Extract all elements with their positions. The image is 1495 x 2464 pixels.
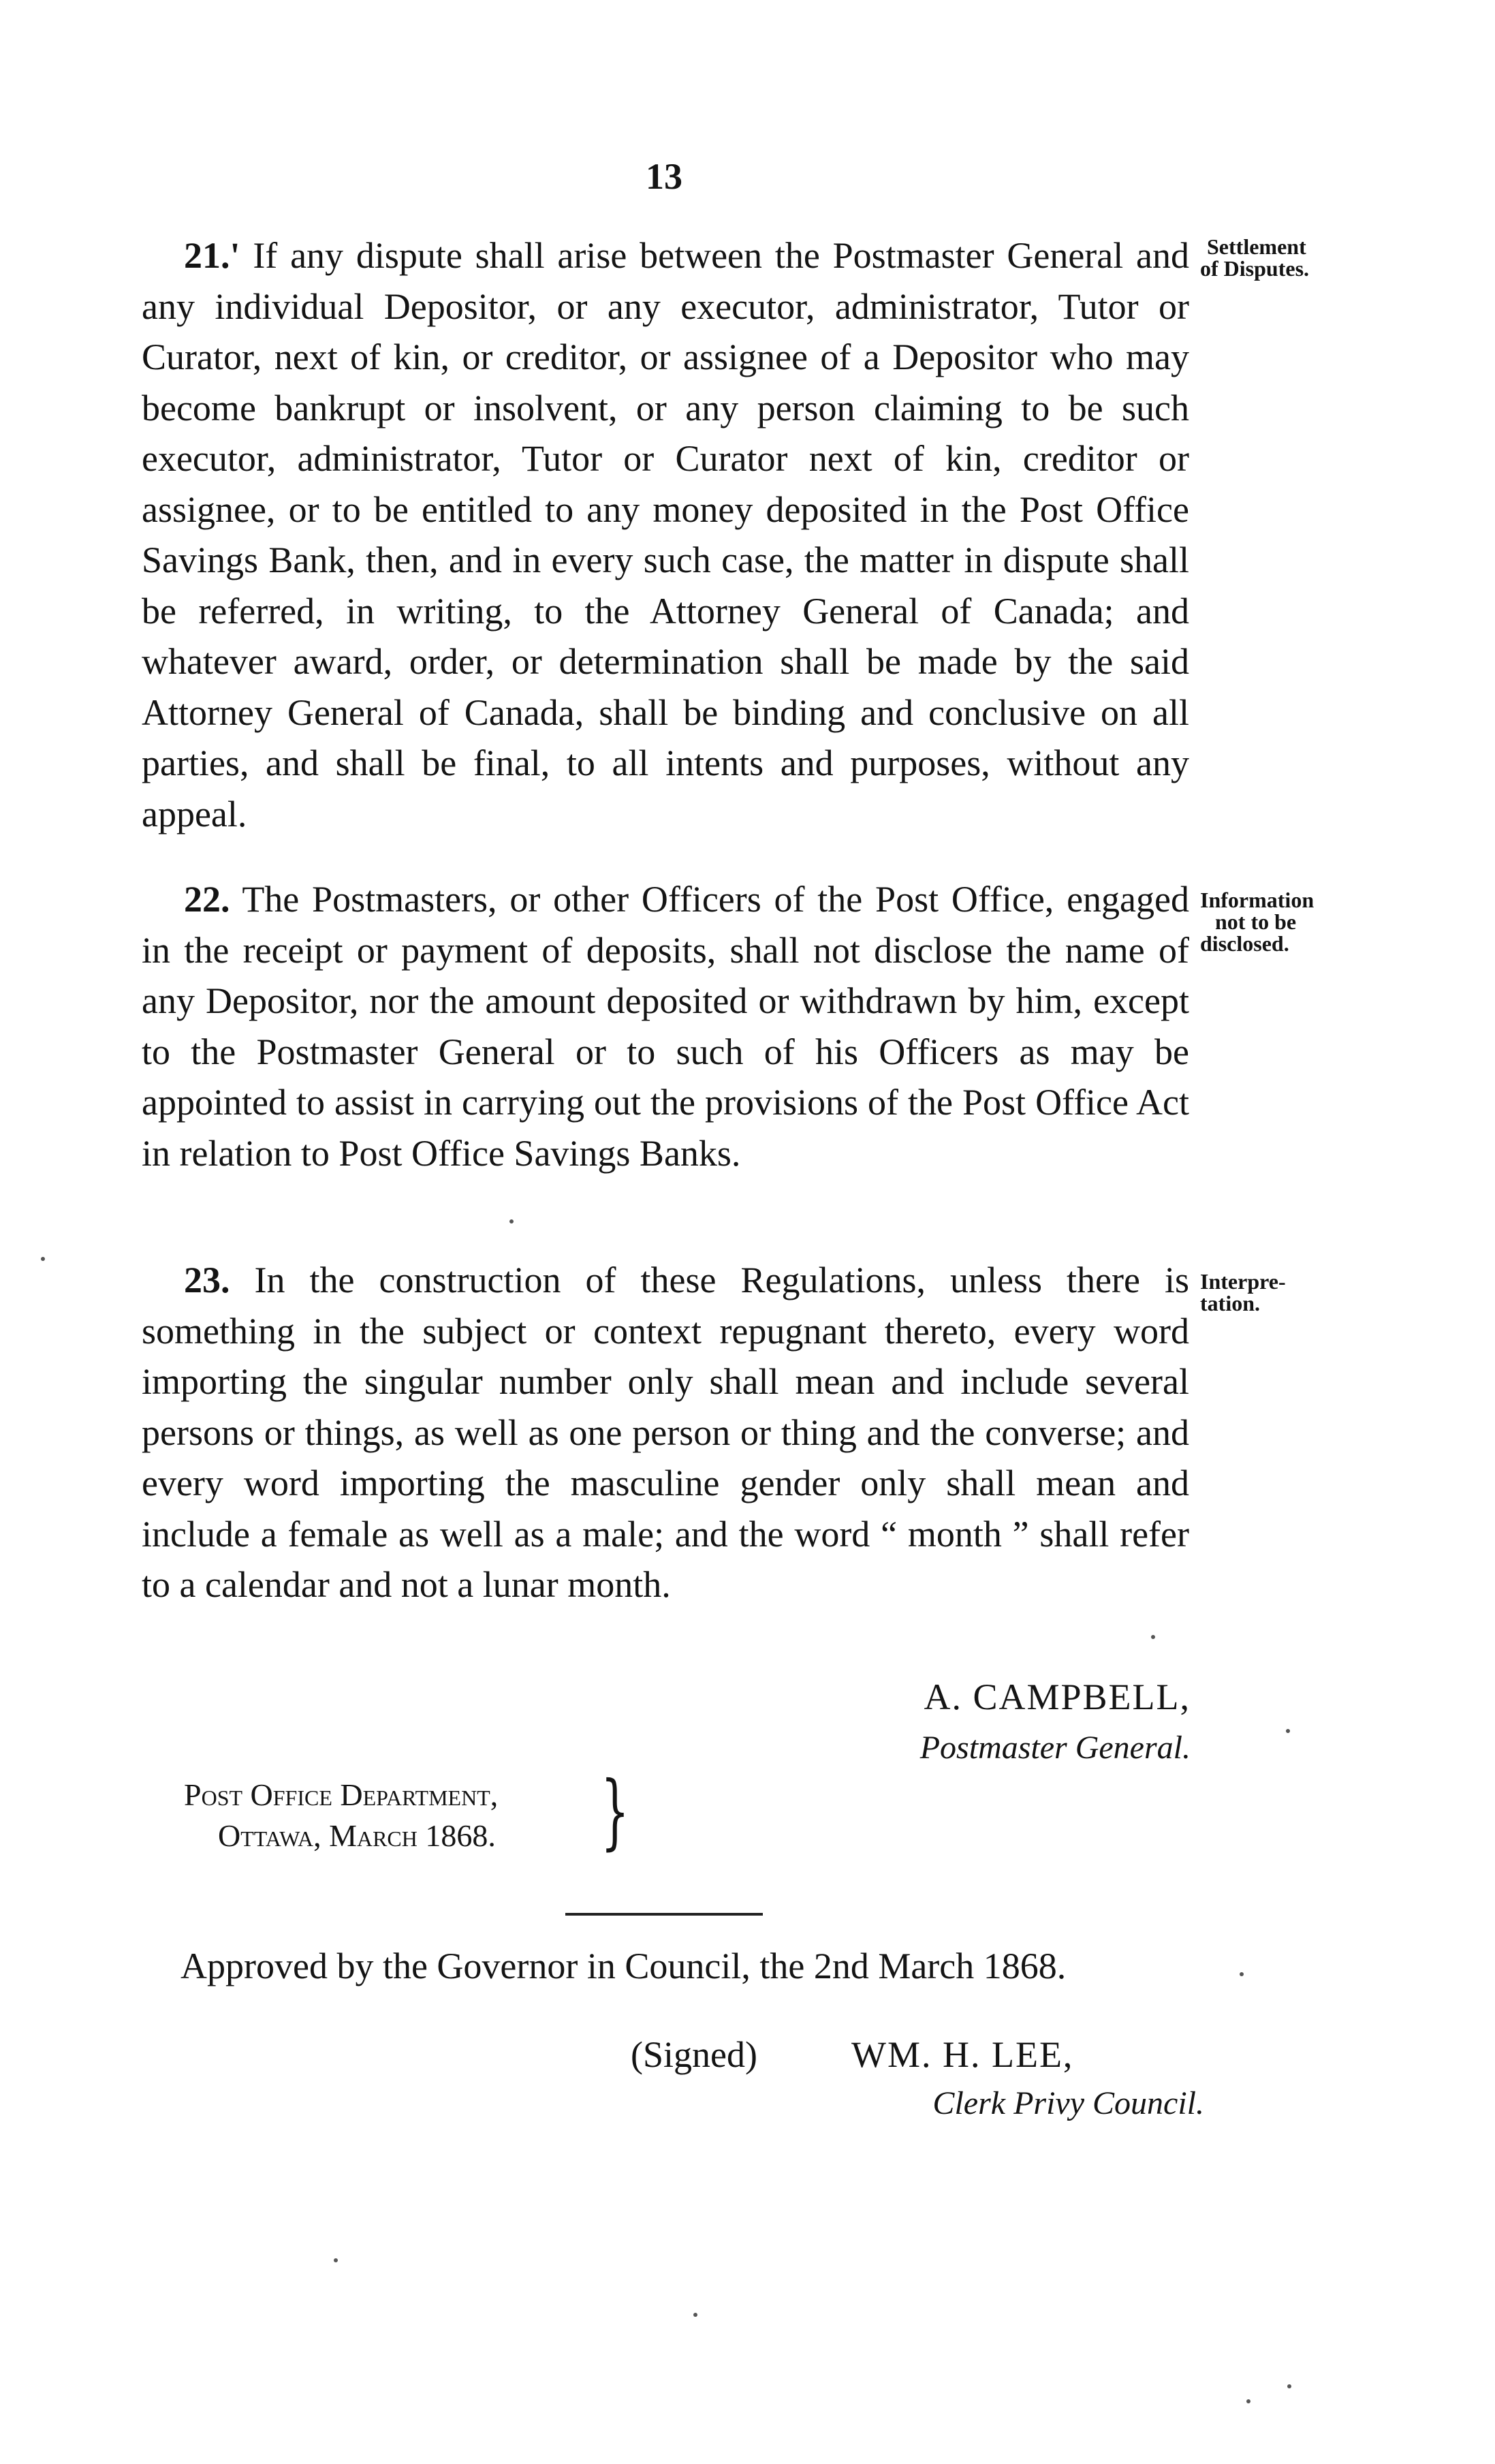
margin-note-line: not to be — [1215, 909, 1297, 934]
divider-rule — [565, 1913, 763, 1916]
clerk-title: Clerk Privy Council. — [932, 2085, 1204, 2121]
signed-label: (Signed) — [631, 2034, 757, 2075]
section-21-number: 21.' — [184, 235, 240, 276]
section-22-text: The Postmasters, or other Officers of the Post Office, engaged in the receipt or payment of deposits, shall not disclose the name of any Depositor, nor the amount deposited or withdrawn by him, except to the Postmaster General or to such of his Officers as may be appointed to assist in carrying out the provisions of the Post Office Act in relation to Post Office Savings Banks. — [142, 879, 1189, 1174]
scan-speck — [1151, 1635, 1155, 1639]
signature-name: A. CAMPBELL, — [924, 1677, 1191, 1717]
clerk-name: WM. H. LEE, — [851, 2034, 1074, 2075]
margin-note-information-not-disclosed — [1200, 889, 1364, 954]
section-21-text: If any dispute shall arise between the Postmaster General and any individual Depositor, or any executor, administrator, Tutor or Curator, next of kin, or creditor, or assignee of a Depositor who may become bankrupt or insolvent, or any person claiming to be such executor, administrator, Tutor or Curator next of kin, creditor or assignee, or to be entitled to any money deposited in the Post Office Savings Bank, then, and in every such case, the matter in dispute shall be referred, in writing, to the Attorney General of Canada; and whatever award, order, or determination shall be made by the said Attorney General of Canada, shall be binding and conclusive on all parties, and shall be final, to all intents and purposes, without any appeal. — [142, 235, 1190, 835]
margin-note-settlement-of-disputes — [1200, 236, 1364, 279]
margin-note-line: tation. — [1200, 1291, 1260, 1315]
section-23-paragraph — [142, 1255, 1189, 1610]
brace-icon: } — [601, 1764, 629, 1859]
margin-note-line: Information — [1200, 888, 1315, 912]
page-number: 13 — [646, 156, 682, 197]
scan-speck — [693, 2313, 697, 2317]
approval-text: Approved by the Governor in Council, the 2nd March 1868. — [180, 1946, 1067, 1986]
section-23-text: In the construction of these Regulations, unless there is something in the subject or context repugnant thereto, every word importing the singular number only shall mean and include several persons or things, as well as one person or thing and the converse; and every word importing the masculine gender only shall mean and include a female as well as a male; and the word “ month ” shall refer to a calendar and not a lunar month. — [142, 1260, 1189, 1605]
section-23-number: 23. — [184, 1260, 230, 1300]
margin-note-line: Interpre- — [1200, 1269, 1286, 1294]
margin-note-line: Settlement — [1207, 234, 1306, 259]
place-line-department: Post Office Department, — [184, 1777, 499, 1812]
margin-note-interpretation — [1200, 1270, 1364, 1314]
section-22-number: 22. — [184, 879, 230, 920]
place-date-block — [184, 1775, 498, 1856]
scan-speck — [1246, 2399, 1250, 2403]
section-21-paragraph — [142, 230, 1189, 839]
section-23 — [142, 1255, 1189, 1610]
scan-speck — [509, 1219, 514, 1223]
scan-speck — [334, 2258, 338, 2262]
section-22 — [142, 874, 1189, 1179]
scan-speck — [41, 1257, 45, 1261]
section-21 — [142, 230, 1189, 839]
margin-note-line: disclosed. — [1200, 931, 1289, 956]
margin-note-line: of Disputes. — [1200, 256, 1310, 281]
signature-title: Postmaster General. — [919, 1730, 1191, 1766]
scan-speck — [1287, 2384, 1291, 2388]
place-line-city-date: Ottawa, March 1868. — [218, 1818, 496, 1853]
scan-speck — [1286, 1729, 1290, 1733]
scan-speck — [1240, 1972, 1244, 1976]
section-22-paragraph — [142, 874, 1189, 1179]
